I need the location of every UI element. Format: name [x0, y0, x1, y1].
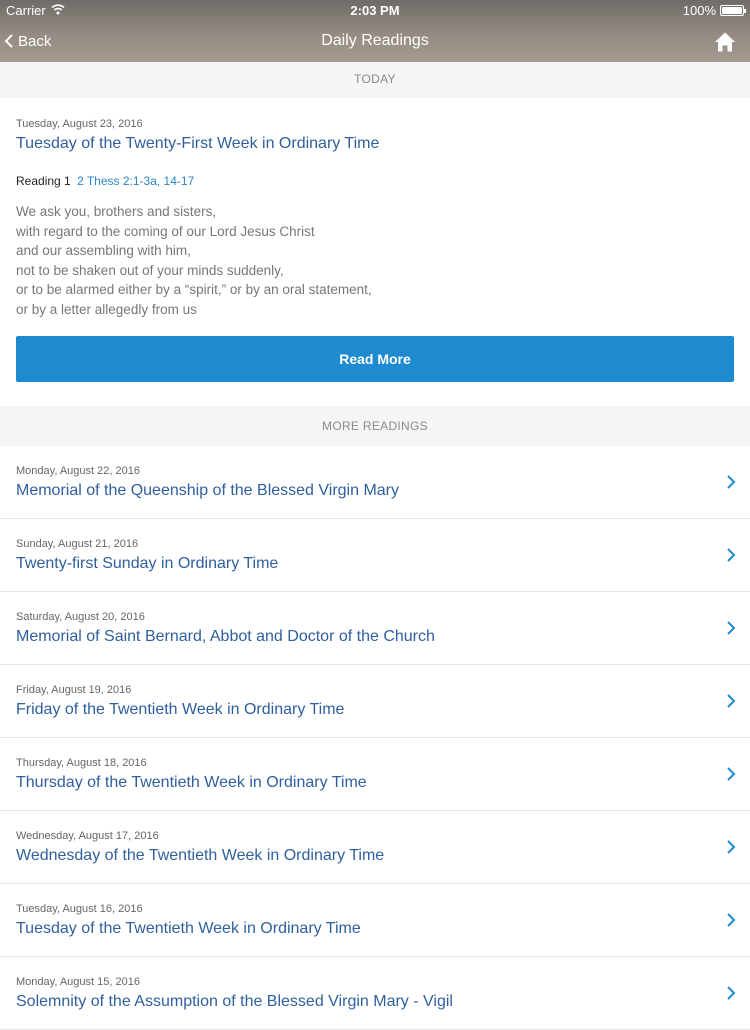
battery-icon	[720, 5, 744, 16]
list-item-title: Solemnity of the Assumption of the Blessed Virgin Mary - Vigil	[16, 993, 453, 1010]
list-item-date: Monday, August 15, 2016	[16, 976, 140, 988]
excerpt-line: with regard to the coming of our Lord Jesus Christ	[16, 223, 315, 239]
list-item-date: Tuesday, August 16, 2016	[16, 903, 143, 915]
chevron-right-icon	[726, 912, 736, 928]
list-item-title: Memorial of Saint Bernard, Abbot and Doctor of the Church	[16, 628, 435, 645]
reading-list-item[interactable]	[0, 592, 750, 665]
carrier-label: Carrier	[6, 3, 46, 18]
chevron-right-icon	[726, 620, 736, 636]
section-header-today: TODAY	[0, 62, 750, 98]
list-item-title: Friday of the Twentieth Week in Ordinary Time	[16, 701, 345, 718]
excerpt-line: not to be shaken out of your minds suddenly,	[16, 262, 284, 278]
list-item-date: Friday, August 19, 2016	[16, 684, 132, 696]
list-item-date: Saturday, August 20, 2016	[16, 611, 145, 623]
reading-list-item[interactable]	[0, 957, 750, 1030]
status-time: 2:03 PM	[350, 3, 400, 18]
chevron-right-icon	[726, 547, 736, 563]
excerpt-line: or by a letter allegedly from us	[16, 301, 197, 317]
back-label: Back	[18, 32, 52, 50]
page-title: Daily Readings	[321, 32, 429, 49]
list-item-title: Memorial of the Queenship of the Blessed Virgin Mary	[16, 482, 400, 499]
excerpt-line: and our assembling with him,	[16, 243, 191, 258]
reading-list-item[interactable]	[0, 446, 750, 519]
list-item-title: Wednesday of the Twentieth Week in Ordinary Time	[16, 847, 385, 864]
reading-list-item[interactable]	[0, 811, 750, 884]
read-more-button[interactable]: Read More	[16, 336, 734, 382]
list-item-title: Twenty-first Sunday in Ordinary Time	[16, 555, 279, 572]
reading-list-item[interactable]	[0, 519, 750, 592]
reading-excerpt	[16, 202, 372, 319]
today-title-link[interactable]: Tuesday of the Twenty-First Week in Ordinary Time	[16, 135, 380, 152]
today-reading-card	[0, 98, 750, 406]
chevron-right-icon	[726, 766, 736, 782]
excerpt-line: We ask you, brothers and sisters,	[16, 204, 217, 219]
list-item-title: Thursday of the Twentieth Week in Ordinary Time	[16, 774, 367, 791]
list-item-date: Sunday, August 21, 2016	[16, 538, 139, 550]
reading-list-item[interactable]	[0, 884, 750, 957]
navigation-bar	[0, 0, 750, 62]
reading-label: Reading 1	[16, 174, 71, 188]
chevron-right-icon	[726, 839, 736, 855]
readings-list	[0, 446, 750, 1030]
today-date: Tuesday, August 23, 2016	[16, 118, 143, 130]
list-item-date: Thursday, August 18, 2016	[16, 757, 147, 769]
reading-list-item[interactable]	[0, 665, 750, 738]
reading-reference	[16, 174, 194, 188]
status-bar	[0, 0, 750, 20]
battery-percentage: 100%	[682, 3, 716, 18]
reading-list-item[interactable]	[0, 738, 750, 811]
list-item-title: Tuesday of the Twentieth Week in Ordinary Time	[16, 920, 361, 937]
chevron-right-icon	[726, 985, 736, 1001]
section-header-more-readings: MORE READINGS	[0, 406, 750, 446]
chevron-right-icon	[726, 474, 736, 490]
chevron-right-icon	[726, 693, 736, 709]
list-item-date: Monday, August 22, 2016	[16, 465, 140, 477]
list-item-date: Wednesday, August 17, 2016	[16, 830, 159, 842]
reading-citation-link[interactable]: 2 Thess 2:1-3a, 14-17	[77, 174, 195, 188]
home-icon[interactable]	[714, 31, 736, 53]
excerpt-line: or to be alarmed either by a “spirit,” or by an oral statement,	[16, 282, 372, 297]
